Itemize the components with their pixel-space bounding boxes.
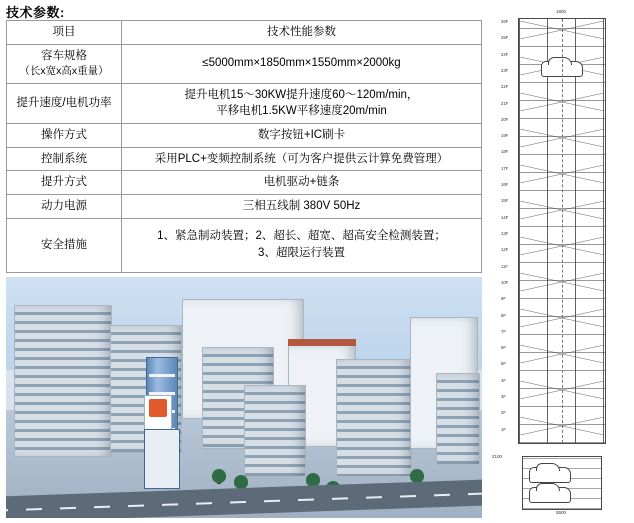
header-item: 项目: [7, 21, 122, 45]
table-row: [7, 218, 482, 272]
pit-and-entrance: [522, 456, 602, 510]
row-label: 动力电源: [7, 194, 122, 218]
building: [436, 373, 480, 465]
table-row: [7, 83, 482, 123]
center-line: [562, 19, 563, 443]
page-title: 技术参数:: [6, 5, 65, 20]
row-label-sub: （长x宽x高x重量）: [19, 65, 109, 78]
tower-signboard: [144, 395, 172, 431]
floor-level-label: 11F: [501, 263, 508, 269]
tower-steel-frame: [518, 18, 606, 444]
row-value-line: 平移电机1.5KW平移速度20m/min: [216, 105, 387, 118]
row-label: 提升方式: [7, 171, 122, 195]
floor-level-label: 2F: [501, 410, 506, 416]
floor-level-label: 12F: [501, 247, 509, 253]
row-label-text: 容车规格: [41, 49, 87, 62]
floor-level-label: 7F: [501, 328, 506, 334]
floor-level-label: 15F: [501, 198, 509, 204]
floor-level-label: 21F: [501, 100, 509, 106]
floor-level-label: 4F: [501, 377, 506, 383]
floor-level-label: 14F: [501, 214, 509, 220]
floor-level-label: 1F: [501, 426, 506, 432]
table-row: [7, 44, 482, 83]
floor-level-label: 5F: [501, 361, 506, 367]
row-value-line: 3、超限运行装置: [258, 247, 345, 260]
left-dimension-label: 2100: [492, 454, 503, 459]
table-row: [7, 194, 482, 218]
table-row: [7, 123, 482, 147]
floor-level-label: 24F: [501, 51, 509, 57]
floor-level-label: 16F: [501, 182, 509, 188]
logo-mark: [149, 399, 167, 417]
floor-level-label: 20F: [501, 116, 509, 122]
floor-level-label: 6F: [501, 345, 506, 351]
floor-level-label: 9F: [501, 296, 506, 302]
row-value: 三相五线制 380V 50Hz: [122, 194, 482, 218]
row-value: 电机驱动+链条: [122, 171, 482, 195]
row-value: [122, 83, 482, 123]
floor-level-label: 8F: [501, 312, 506, 318]
building: [336, 359, 412, 477]
row-value-line: 提升电机15～30KW提升速度60～120m/min，: [184, 88, 419, 101]
floor-level-label: 22F: [501, 84, 509, 90]
building: [14, 305, 112, 457]
row-label: 提升速度/电机功率: [7, 83, 122, 123]
floor-level-label: 26F: [501, 19, 509, 24]
tree-icon: [212, 469, 226, 483]
row-label: 控制系统: [7, 147, 122, 171]
table-header-row: [7, 21, 482, 45]
floor-level-label: 13F: [501, 231, 509, 236]
row-value: [122, 218, 482, 272]
row-label: 操作方式: [7, 123, 122, 147]
car-symbol: [529, 467, 571, 483]
header-value: 技术性能参数: [122, 21, 482, 45]
car-symbol: [529, 487, 571, 503]
floor-level-label: 18F: [501, 149, 509, 155]
floor-level-labels: [495, 18, 517, 442]
table-row: [7, 171, 482, 195]
floor-level-label: 25F: [501, 35, 509, 41]
top-dimension-label: 1800: [555, 9, 566, 14]
floor-level-label: 10F: [501, 279, 509, 285]
parking-tower-rendering-image: [6, 277, 482, 518]
floor-level-label: 23F: [501, 67, 509, 73]
row-value-line: 1、紧急制动装置；2、超长、超宽、超高安全检测装置；: [157, 230, 446, 243]
technical-parameters-table: [6, 20, 482, 273]
row-value: 采用PLC+变频控制系统（可为客户提供云计算免费管理）: [122, 147, 482, 171]
building: [244, 385, 306, 477]
tower-base: [144, 429, 180, 489]
row-value: ≤5000mm×1850mm×1550mm×2000kg: [122, 44, 482, 83]
tower-elevation-drawing: [492, 4, 630, 518]
table-row: [7, 147, 482, 171]
floor-level-label: 17F: [501, 165, 509, 171]
bottom-dimension-label: 5500: [555, 510, 566, 515]
row-value: 数字按钮+IC刷卡: [122, 123, 482, 147]
floor-level-label: 19F: [501, 133, 509, 139]
row-label: [7, 44, 122, 83]
floor-level-label: 3F: [501, 394, 506, 400]
row-label: 安全措施: [7, 218, 122, 272]
